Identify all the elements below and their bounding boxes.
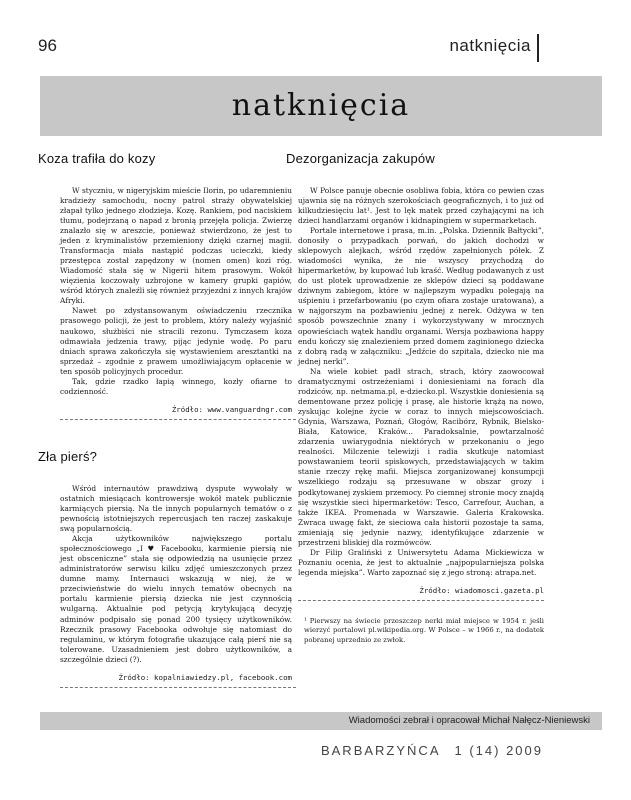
paragraph: Wśród internautów prawdziwą dyspute wywołały w ostatnich miesiącach kontrowersje wokół matek publicznie karmiących piersią. Na tle innych popularnych tematów o z pewnością istotniejszych repercusjach ten raczej zaskakuje swą popularnością.	[60, 483, 292, 533]
footnote	[286, 617, 544, 645]
footer	[321, 743, 543, 758]
footnote-text: ¹ Pierwszy na świecie przeszczep nerki miał miejsce w 1954 r. jeśli wierzyć portalowi pl.wikipedia.org. W Polsce – w 1966 r., na dodatek pobranej uprzednio ze zwłok.	[304, 617, 544, 644]
paragraph: Nawet po zdystansowanym oświadczeniu rzecznika prasowego policji, że jest to problem, który należy wyjaśnić naukowo, służbiści nie stracili rezonu. Tymczasem koza odmawiała jedzenia trawy, pijąc jedynie wodę. Po paru dniach sprawa zakończyła się wystawieniem aresztantki na sprzedaż – zgodnie z prawem umożliwiającym opłacenie w ten sposób policyjnych procedur.	[60, 306, 292, 376]
paragraph: Akcja użytkowników największego portalu społecznościowego „I ♥ Facebooku, karmienie piersią nie jest obsceniczne” stała się odpowiedzią na usunięcie przez administratorów serwisu kilku zdjęć umieszczonych przez dumne mamy. Internauci wskazują w niej, że w przeciwieństwie do wielu innych tematów obecnych na portalu karmienie piersią dziecka nie jest czynnością wulgarną. Aktualnie pod petycją krytykującą decyzję adminów podpisało się ponad 200 tysięcy użytkowników. Rzecznik prasowy Facebooka odwołuje się natomiast do regulaminu, w którym fotografie ukazujące całą pierś nie są tolerowane. Uzasadnieniem jest dobro użytkowników, a szczególnie dzieci (?).	[60, 534, 292, 664]
paragraph: W styczniu, w nigeryjskim mieście Ilorin, po udaremnieniu kradzieży samochodu, nocny patrol straży obywatelskiej złapał tylko jednego złodzieja. Kozę. Rankiem, pod naciskiem tłumu, podejrzaną o napad z bronią przejęła policja. Zwierzę znalazło się w areszcie, ponieważ stwierdzono, że jest to jeden z kryminalistów przemieniony dzięki czarnej magii. Transformacja miała nastąpić podczas ucieczki, kiedy przestępca został zapędzony w (nomen omen) kozi róg. Wiadomość stała się w Nigerii hitem prasowym. Wokół więzienia koczowały uzbrojone w kamery grupki gapiów, wśród których znaleźli się również przyjezdni z innych krajów Afryki.	[60, 185, 292, 306]
article-title-shopping: Dezorganizacja zakupów	[286, 151, 435, 166]
article-body-breast	[38, 484, 296, 665]
article-body-shopping	[286, 186, 544, 578]
article-title-goat: Koza trafiła do kozy	[38, 151, 156, 166]
issue-number: 1 (14) 2009	[454, 743, 543, 758]
article-source-breast: Źródło: kopalniawiedzy.pl, facebook.com	[118, 672, 292, 682]
paragraph: Tak, gdzie rzadko łapią winnego, kozły ofiarne to codzienność.	[60, 376, 292, 396]
running-head: natknięcia	[449, 36, 531, 55]
credit-text: Wiadomości zebrał i opracował Michał Nałęcz-Nieniewski	[348, 715, 590, 726]
page-number: 96	[38, 36, 57, 55]
paragraph: Portale internetowe i prasa, m.in. „Polska. Dziennik Bałtycki”, donosiły o przypadkach porwań, do jakich dochodzi w sklepowych alejkach, wśród rzędów zapełnionych półek. Z wiadomości wynika, że nie wszyscy przychodzą do hipermarketów, by kupować lub kraść. Według podawanych z ust do ust plotek uprowadzenie ze sklepów dzieci są poddawane dziwnym zabiegom, które w najlepszym wypadku polegają na uśpieniu i przefarbowaniu (po czym ofiara zostaje uratowana), a w najgorszym na pozbawieniu jednej z nerek. Odżywa w ten sposób powszechnie znany i wykorzystywany w mrocznych opowieściach wątek handlu organami. Wersja pozbawiona happy endu kończy się znalezieniem przed domem zaginionego dziecka z dobrą radą w załączniku: „Jedźcie do szpitala, dziecko nie ma jednej nerki”.	[298, 225, 544, 366]
divider	[60, 687, 296, 688]
article-source-goat: Źródło: www.vanguardngr.com	[171, 404, 292, 414]
article-source-shopping: Źródło: wiadomosci.gazeta.pl	[419, 586, 544, 596]
right-column	[286, 150, 544, 645]
section-banner	[40, 76, 602, 136]
credit-bar	[40, 712, 602, 730]
section-title: natknięcia	[231, 88, 411, 123]
paragraph: Dr Filip Graliński z Uniwersytetu Adama Mickiewicza w Poznaniu ocenia, że jest to aktualnie „najpopularniejsza polska legenda miejska”. Warto zapoznać się z jego stroną: atrapa.net.	[298, 547, 544, 578]
left-column	[38, 150, 296, 688]
paragraph: W Polsce panuje obecnie osobliwa fobia, która co pewien czas ujawnia się na różnych szerokościach geograficznych, i to już od kilkudziesięciu lat¹. Jest to lęk matek przed czyhającymi na ich dzieci handlarzami organów i kidnapingiem w supermarketach.	[298, 185, 544, 225]
article-title-breast: Zła pierś?	[38, 449, 98, 465]
running-head-divider	[537, 34, 539, 62]
article-body-goat	[38, 186, 296, 397]
paragraph: Na wiele kobiet padł strach, strach, który zaowocował dramatycznymi ostrzeżeniami i doniesieniami na forach dla rodziców, np. netmama.pl, e-dziecko.pl. Wszystkie doniesienia są dementowane przez policję i prasę, ale historie krążą na nowo, zyskując kolejne życie w coraz to innych miejscowościach. Gdynia, Warszawa, Poznań, Głogów, Racibórz, Rybnik, Bielsko-Biała, Katowice, Kraków... Paradoksalnie, powtarzalność zdarzenia uwiarygodnia niektórych w przekonaniu o jego realności. Milczenie telewizji i radia skutkuje natomiast powstawaniem teorii spiskowych, przedstawiających w takim stanie rzeczy rękę mafii. Miejsca zorganizowanej konsumpcji wszelkiego rodzaju są przesuwane w obszar grozy i podkytowanej zyskiem przemocy. Po ciemnej stronie mocy znajdą się wszystkie sieci hipermarketów: Tesco, Carrefour, Auchan, a także IKEA. Promenada w Warszawie. Galeria Krakowska. Zwraca uwagę fakt, że sieciowa cała historii pozostaje ta sama, zmieniają się jedynie nazwy, identyfikujące zdarzenie w przestrzeni bliskiej dla rozmówców.	[298, 366, 544, 547]
magazine-name: BARBARZYŃCA	[320, 743, 441, 758]
divider	[298, 600, 544, 601]
